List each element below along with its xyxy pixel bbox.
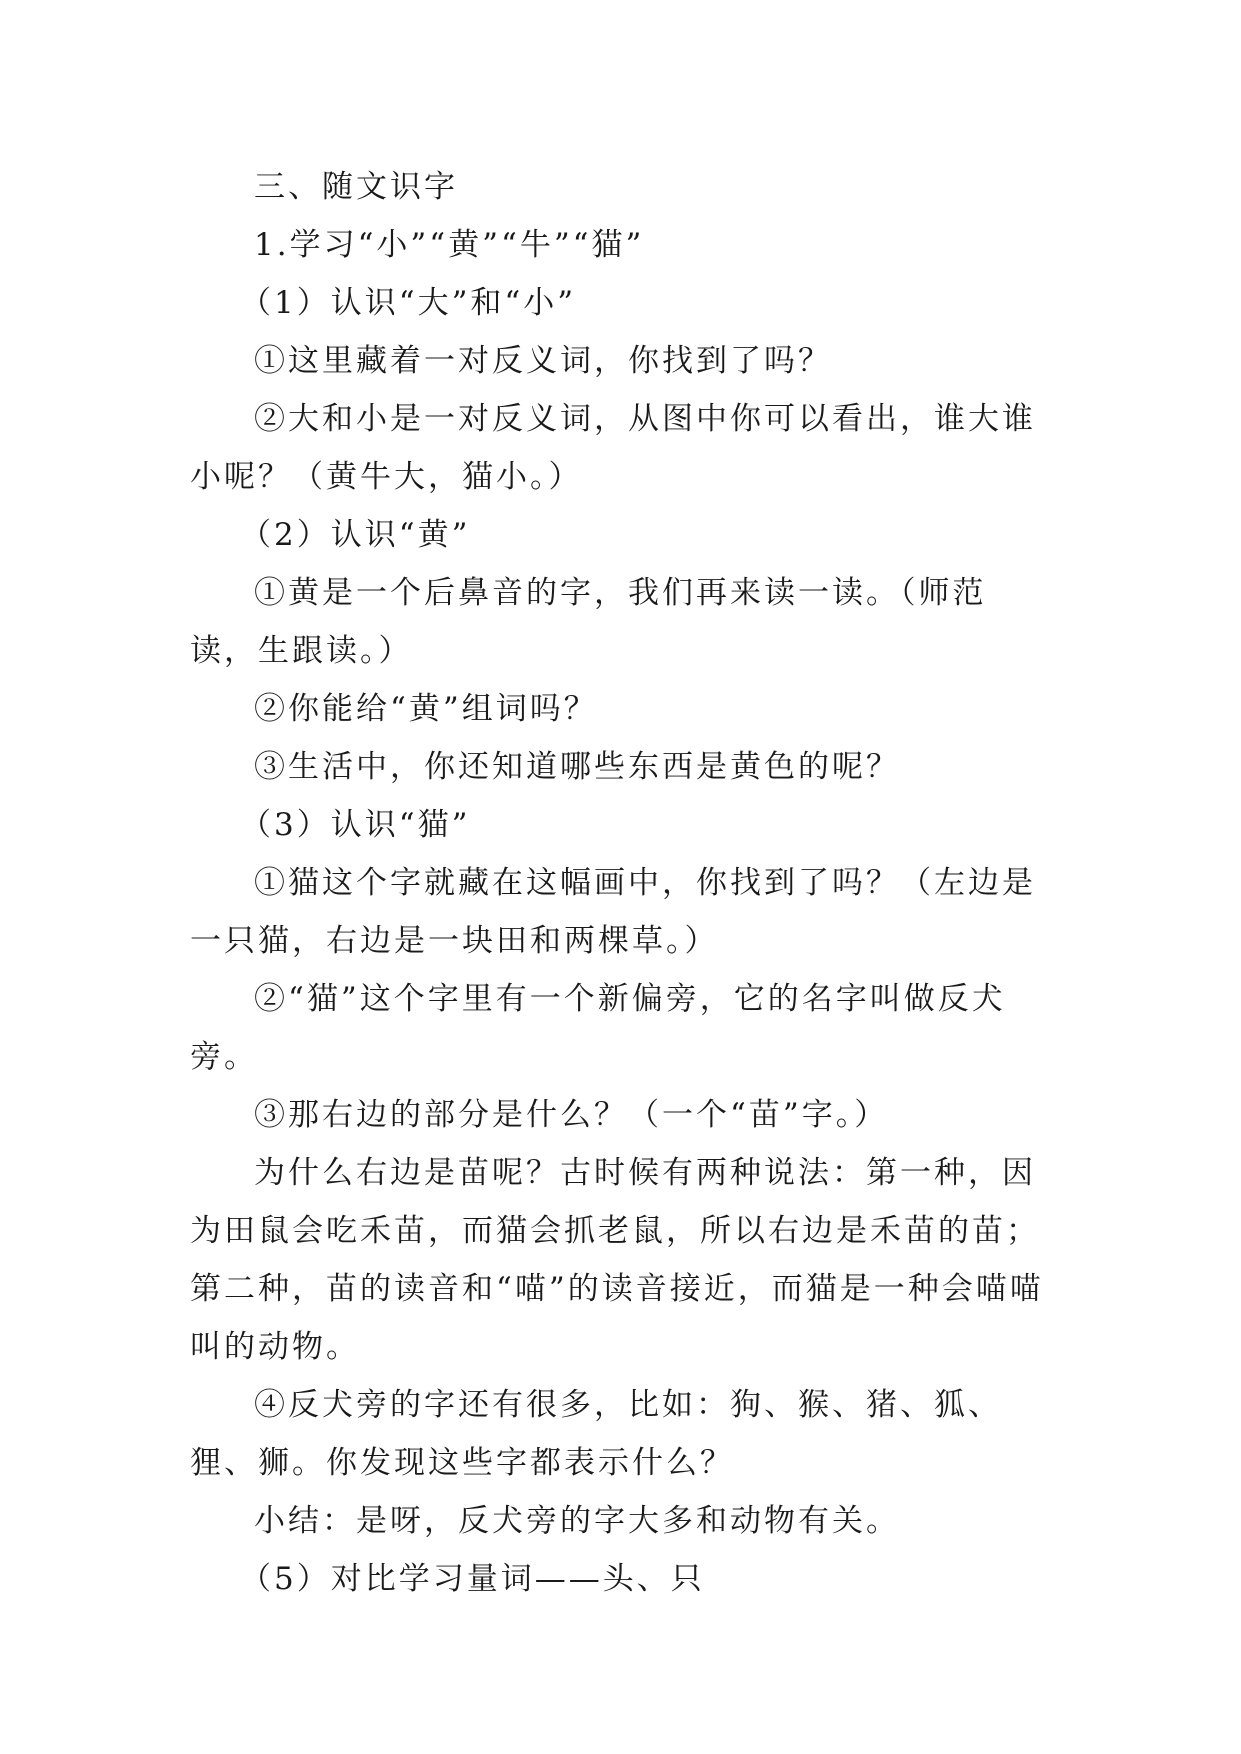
paragraph: ③生活中，你还知道哪些东西是黄色的呢？ [254,749,900,785]
item-heading: （2）认识“黄” [240,517,471,553]
paragraph: ②“猫”这个字里有一个新偏旁，它的名字叫做反犬旁。 [190,981,1006,1075]
paragraph: ①黄是一个后鼻音的字，我们再来读一读。（师范读，生跟读。） [190,575,987,669]
paragraph: ②大和小是一对反义词，从图中你可以看出，谁大谁小呢？（黄牛大，猫小。） [190,401,1036,495]
item-heading: （1）认识“大”和“小” [240,285,577,321]
document-body [190,158,1050,1608]
paragraph: ①猫这个字就藏在这幅画中，你找到了吗？（左边是一只猫，右边是一块田和两棵草。） [190,865,1036,959]
paragraph: ①这里藏着一对反义词，你找到了吗？ [254,343,832,379]
subsection-heading: 1.学习“小”“黄”“牛”“猫” [254,227,645,263]
item-heading: （3）认识“猫” [240,807,471,843]
paragraph: ④反犬旁的字还有很多，比如：狗、猴、猪、狐、狸、狮。你发现这些字都表示什么？ [190,1387,1002,1481]
summary-paragraph: 小结：是呀，反犬旁的字大多和动物有关。 [254,1503,900,1539]
item-heading: （5）对比学习量词——头、只 [240,1561,705,1597]
paragraph: 为什么右边是苗呢？古时候有两种说法：第一种，因为田鼠会吃禾苗，而猫会抓老鼠，所以右边是禾苗的苗；第二种，苗的读音和“喵”的读音接近，而猫是一种会喵喵叫的动物。 [190,1155,1044,1365]
paragraph: ③那右边的部分是什么？（一个“苗”字。） [254,1097,889,1133]
section-heading: 三、随文识字 [254,169,458,205]
paragraph: ②你能给“黄”组词吗？ [254,691,598,727]
